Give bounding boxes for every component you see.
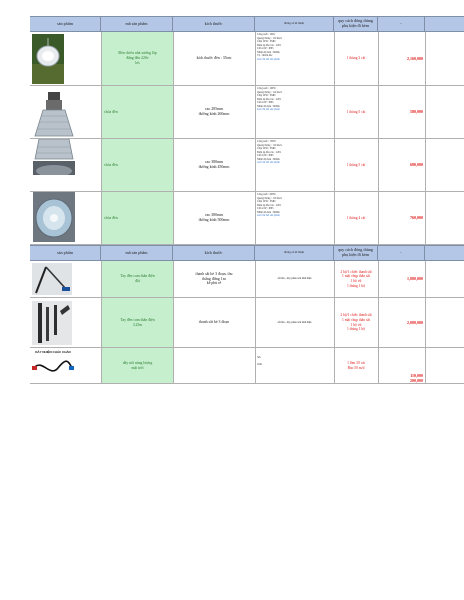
packing-info: 1 thùng 4 cái [346,215,366,220]
product-code: chóa đèn [102,139,173,191]
spec-line: Chỉ số IP : IP65 [257,207,274,210]
header-warranty: quy cách đóng thùng phụ kiện đi kèm [334,246,378,260]
product-code: Tay đèn cam thân điện đội [102,261,173,297]
packing-line: 1 bộ vít [350,279,362,283]
spec-line: Công suất : 200W [257,193,276,196]
header-spec: thông số kĩ thuật [255,246,334,260]
spec-line: Công suất : 100w [257,33,276,36]
packing-info: 1 thùng 3 cái [346,56,366,61]
table1-header-row [30,16,464,32]
spec-line: Nhiệt độ màu : 6000k [257,104,280,108]
header-code: mã sản phẩm [101,246,173,260]
price: 580,000 [410,109,423,115]
packing-line: 2 bộ/1 chiếc thanh sắt [340,313,372,318]
product-spec [255,139,334,166]
product-spec: sắt lên - dày phun sơn tĩnh điện [277,320,312,324]
spec-line: Công suất : 100W [257,87,276,90]
packing-line: 1 lõm 50 cái [347,360,365,365]
product-code: Đèn chiếu nhà xưởng lắp đặng đèn 220v lơs [102,32,173,85]
packing-line: 1 thùng 1 bộ [346,283,366,288]
spec-line: Quang thông : 110 lm/w [257,36,283,40]
header-size: kích thước [173,17,255,31]
table-row [30,192,464,245]
product-spec [255,86,334,113]
size-line: cao 380mm [204,213,224,218]
spec-detail-link[interactable]: xem chi tiết sản phẩm [257,108,280,111]
packing-info [334,261,378,297]
header-code: mã sản phẩm [101,17,173,31]
price: 760,000 [410,215,423,221]
packing-info [334,348,378,383]
product-spec [255,192,334,219]
header-extra [425,246,464,260]
spec-line: 5m [257,356,261,359]
product-spec [255,354,334,369]
spec-line: Công suất : 150W [257,140,276,143]
header-price: - [378,17,425,31]
product-code: Tay đèn cam thân điện 3.25m [102,298,173,347]
spec-line: Chip LED : SMD [257,147,276,150]
size-line: thẳng đứng 1m [202,276,226,281]
spec-line: Quang thông : 110 lm/w [257,143,283,147]
packing-line: Bảo 50 m/d [347,365,365,370]
table-row [30,86,464,139]
size-line: cao 380mm [204,160,224,165]
spec-line: 10m [257,362,262,366]
spec-line: Chỉ số IP : IP65 [257,101,274,104]
spec-line: Chip LED : SMD [257,40,276,43]
product-size [173,86,255,138]
spec-line: Nhiệt độ màu : 6000k [257,157,280,161]
product-size [173,261,255,297]
table-row [30,32,464,86]
product-spec: sắt lên - dày phun sơn tĩnh điện [277,277,312,281]
header-price: - [378,246,425,260]
size-line: đường kính 260mm [198,112,230,116]
packing-line: 2 bộ/1 chiếc thanh sắt [340,269,372,274]
price [378,348,425,383]
spec-line: Vỏ : nhôm đúc [257,54,273,57]
size-line: kẽ phù rê [206,281,222,286]
packing-line: 1 bộ vít [350,322,362,327]
table-row [30,261,464,298]
size-line: đường kính 500mm [198,218,230,222]
cable-icon [32,354,74,382]
size-line: thanh sắt bẻ 3 đoạn, thu [195,271,233,276]
price-line: 110,000 [410,372,423,378]
lamp-pole-image [32,301,72,345]
spec-line: Nhiệt độ màu : 6000k [257,50,280,54]
spec-line: Điện áp đầu vào : 220v [257,43,282,47]
product-size [173,139,255,191]
table2-header-row [30,245,464,261]
spec-detail-link[interactable]: xem chi tiết sản phẩm [257,57,280,61]
product-code: chóa đèn [102,86,173,138]
price: 2,160,000 [407,55,423,61]
product-size [173,298,255,347]
packing-info: 1 thùng 5 cái [346,162,366,167]
spec-line: Điện áp đầu vào : 220v [257,97,282,101]
price: 1,880,000 [407,276,423,282]
highbay-reflector-image [33,139,75,175]
packing-info [334,298,378,347]
spec-line: Quang thông : 110 lm/w [257,90,283,94]
header-size: kích thước [173,246,255,260]
spec-detail-link[interactable]: xem chi tiết sản phẩm [257,161,280,164]
spec-line: Nhiệt độ màu : 6000k [257,210,280,214]
cable-banner-text: DÂY NHIỆN CHÁC CHẮN [35,350,71,354]
solar-cable-image [32,350,74,382]
spec-line: Chip LED : SMD [257,94,276,97]
spec-line: Điện áp đầu vào : 220v [257,203,282,207]
product-size [173,32,255,85]
table-row [30,348,464,384]
spec-line: Chỉ số IP : IP65 [257,154,274,157]
price: 680,000 [410,162,423,168]
product-code: chóa đèn [102,192,173,244]
price-line: 200,000 [410,377,423,383]
packing-line: 1 thùng 1 bộ [346,327,366,332]
lamp-arm-image [32,263,72,295]
header-extra [425,17,464,31]
price: 2,080,000 [407,319,423,325]
header-product: sản phẩm [30,17,101,31]
spec-line: Chip LED : SMD [257,200,276,203]
header-product: sản phẩm [30,246,101,260]
product-spec [255,32,334,62]
packing-line: 1 mặt chụp thân sắt [342,317,370,322]
size-line: kích thước đèn : 35cm [196,56,232,61]
size-line: đường kính 450mm [198,165,230,169]
product-size [173,192,255,244]
spec-line: Quang thông : 110 lm/w [257,196,283,200]
table-row [30,139,464,192]
header-spec: thông số kĩ thuật [255,17,334,31]
header-warranty: quy cách đóng thùng phụ kiện đi kèm [334,17,378,31]
spec-detail-link[interactable]: xem chi tiết sản phẩm [257,214,280,217]
spec-line: Chỉ số IP : IP65 [257,47,274,50]
highbay-reflector-image [33,92,75,138]
ufo-highbay-light-image [32,34,64,84]
spec-line: Điện áp đầu vào : 220v [257,150,282,154]
size-line: cao 285mm [204,107,224,112]
table-row [30,298,464,348]
packing-info: 1 thùng 5 cái [346,109,366,114]
product-code: dây nối năng lượng mặt trời [102,348,173,383]
size-line: thanh sắt bẻ 3 đoạn [198,320,230,325]
reflector-dome-image [33,192,75,242]
packing-line: 1 mặt chụp thân sắt [342,274,370,279]
